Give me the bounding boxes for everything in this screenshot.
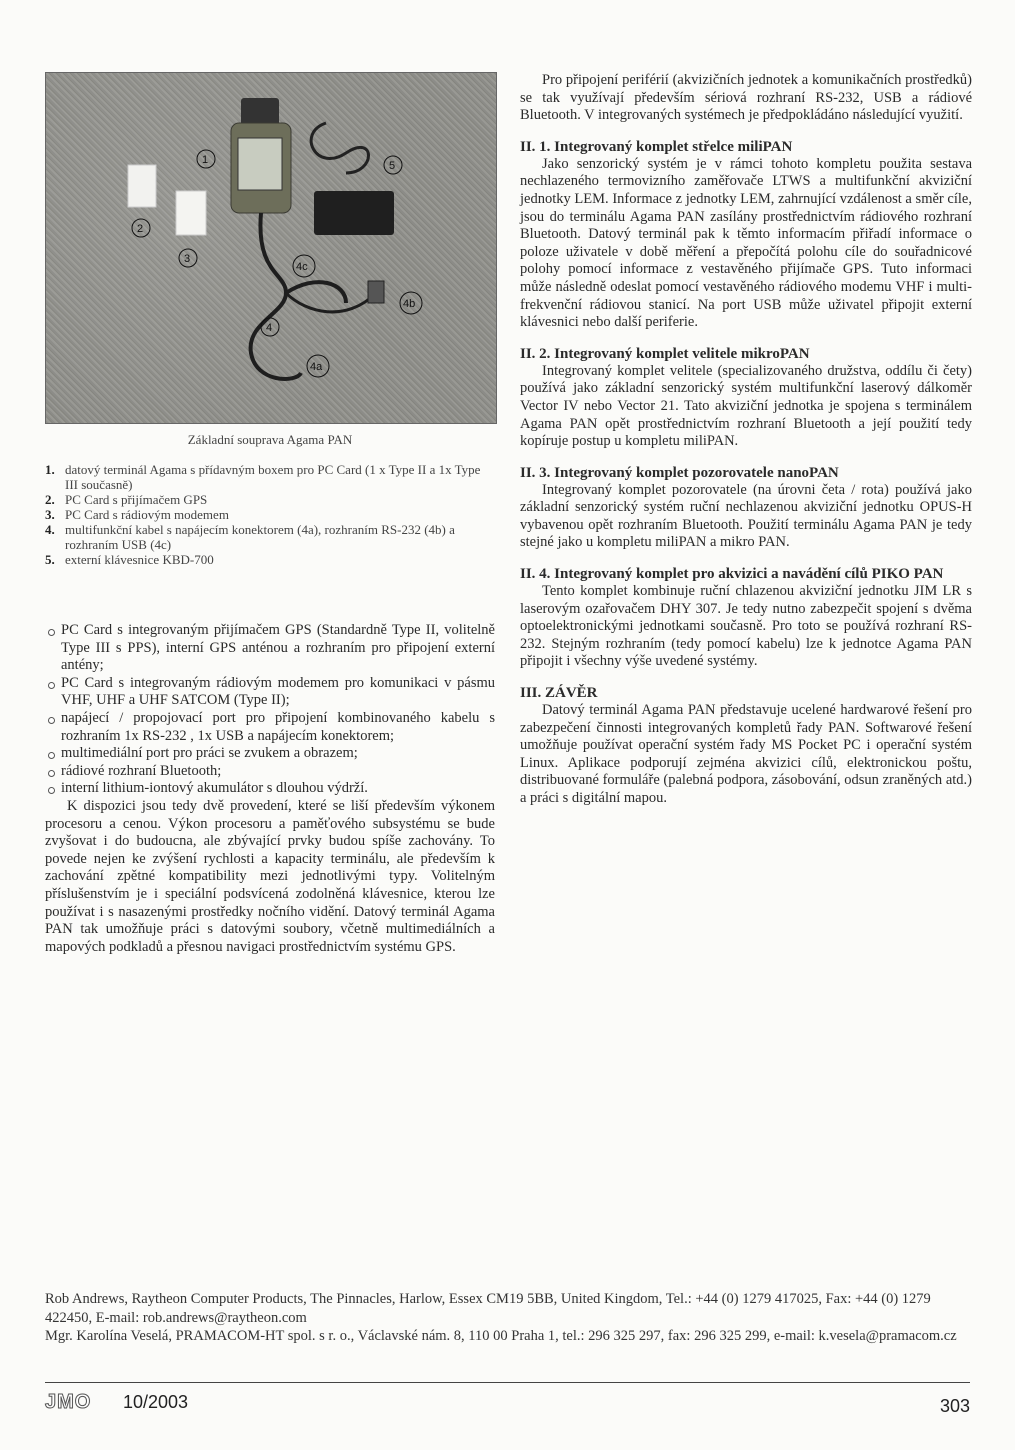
section-text: Integrovaný komplet pozorovatele (na úrovni četa / rota) používá jako základní senzorický systém ruční nechlazenou akviziční jednotku OPUS-H vybavenou opět rozhraním Bluetooth. Použití terminálu Agama PAN je tedy stejné jako u kompletu miliPAN a mikro PAN. (520, 481, 972, 551)
list-item: napájecí / propojovací port pro připojení kombinovaného kabelu s rozhraním 1x RS-232 , 1x USB a napájecím konektorem; (45, 710, 495, 745)
intro-paragraph: Pro připojení periférií (akvizičních jednotek a komunikačních prostředků) se tak využívají především sériová rozhraní RS-232, USB a rádiové Bluetooth. V integrovaných systémech je předpokládáno následující využití. (520, 72, 972, 124)
pc-card-gps (128, 165, 156, 207)
svg-text:4: 4 (266, 322, 273, 334)
feature-list (45, 622, 495, 798)
section-heading: II. 3. Integrovaný komplet pozorovatele nanoPAN (520, 464, 839, 481)
page-number: 303 (939, 1396, 970, 1416)
issue-number: 10/2003 (123, 1392, 189, 1412)
legend-item: 3. PC Card s rádiovým modemem (45, 507, 229, 522)
section-text: Jako senzorický systém je v rámci tohoto kompletu použita sestava nechlazeného termovizního zaměřovače LTWS a multifunkční akviziční jednotky LEM. Informace z jednotky LEM, zahrnující vzdálenost a směr cíle, jsou do terminálu Agama PAN zasílány prostřednictvím rádiového rozhraní Bluetooth. Datový terminál pak k těmto informacím přiřadí informace o poloze uživatele v době měření a přepočítá polohu cíle do souřadnicové polohy pomocí informace z vestavěného přijímače GPS. Tuto informaci může následně odeslat pomocí vestavěného rádiového modemu VHF i multi-frekvenční rádiovou stanicí. Na port USB může uživatel připojit externí klávesnici nebo další periferie. (520, 155, 972, 331)
section-heading: III. ZÁVĚR (520, 685, 598, 702)
svg-text:4b: 4b (403, 298, 416, 310)
legend-item: 2. PC Card s přijímačem GPS (45, 492, 208, 507)
legend-item: 5. externí klávesnice KBD-700 (45, 552, 214, 567)
legend-item: 4. multifunkční kabel s napájecím konektorem (4a), rozhraním RS-232 (4b) a rozhraním USB (4c) (45, 522, 455, 552)
section-text: Tento komplet kombinuje ruční chlazenou akviziční jednotku JIM LR s laserovým ozařovačem DHY 307. Je tedy nutno zabezpečit spojení s dvěma optoelektronickými jednotkami současně. Pro toto se používá rozhraní RS-232. Stejným rozhraním (tedy pomocí kabelu) lze k jednotce Agama PAN připojit i všechny výše uvedené systémy. (520, 583, 972, 670)
footer-rule (45, 1382, 970, 1383)
list-item: interní lithium-iontový akumulátor s dlouhou výdrží. (45, 780, 495, 798)
list-item: multimediální port pro práci se zvukem a obrazem; (45, 745, 495, 763)
svg-text:4c: 4c (296, 261, 308, 273)
author-contacts (45, 1290, 975, 1346)
pc-card-modem (176, 191, 206, 235)
svg-text:5: 5 (389, 160, 396, 172)
list-item: PC Card s integrovaným rádiovým modemem pro komunikaci v pásmu VHF, UHF a UHF SATCOM (Type II); (45, 675, 495, 710)
svg-text:2: 2 (137, 223, 144, 235)
terminal-screen (238, 138, 282, 190)
section-text: Integrovaný komplet velitele (specializovaného družstva, oddílu či čety) používá jako základní senzorický systém multifunkční laserový dálkoměr Vector IV nebo Vector 21. Tato akviziční jednotka je spojena s terminálem Agama PAN opět prostřednictvím rozhraní Bluetooth a její použití tedy kopíruje postup u kompletu miliPAN. (520, 362, 972, 450)
legend-item: 1. datový terminál Agama s přídavným boxem pro PC Card (1 x Type II a 1x Type III současně) (45, 462, 481, 492)
journal-logo: JMO (45, 1391, 92, 1413)
section-heading: II. 1. Integrovaný komplet střelce miliPAN (520, 138, 793, 155)
figure-caption-title: Základní souprava Agama PAN (187, 432, 353, 447)
author-contact: Rob Andrews, Raytheon Computer Products, The Pinnacles, Harlow, Essex CM19 5BB, United Kingdom, Tel.: +44 (0) 1279 417025, Fax: +44 (0) 1279 422450, E-mail: rob.andrews@raytheon.com (45, 1291, 931, 1326)
product-photo (45, 72, 497, 424)
figure-legend (45, 462, 495, 567)
svg-text:3: 3 (184, 253, 191, 265)
section-heading: II. 2. Integrovaný komplet velitele mikroPAN (520, 345, 810, 362)
right-column (520, 72, 972, 808)
keyboard (314, 191, 394, 235)
section-heading: II. 4. Integrovaný komplet pro akvizici a navádění cílů PIKO PAN (520, 566, 944, 583)
author-contact: Mgr. Karolína Veselá, PRAMACOM-HT spol. s r. o., Václavské nám. 8, 110 00 Praha 1, tel.: 296 325 297, fax: 296 325 299, e-mail: k.vesela@pramacom.cz (45, 1328, 957, 1344)
left-column (45, 622, 495, 956)
list-item: rádiové rozhraní Bluetooth; (45, 763, 495, 781)
svg-text:1: 1 (202, 154, 209, 166)
svg-text:4a: 4a (310, 361, 323, 373)
body-paragraph: K dispozici jsou tedy dvě provedení, které se liší především výkonem procesoru a cenou. Výkon procesoru a paměťového subsystému se bude zvyšovat i do budoucna, ale zbývající prvky budou spíše zachovány. To povede nejen ke zvýšení rychlosti a kapacity terminálu, ale především k zachování zpětné kompatibility mezi jednotlivými typy. Volitelným příslušenstvím je i speciální podsvícená zodolněná klávesnice, kterou lze používat i s nasazenými prostředky nočního vidění. Datový terminál Agama PAN tak umožňuje práci s datovými soubory, včetně multimediálních a mapových podkladů a přesnou navigaci prostřednictvím systému GPS. (45, 797, 495, 955)
list-item: PC Card s integrovaným přijímačem GPS (Standardně Type II, volitelně Type III s PPS), interní GPS anténou a rozhraním pro připojení externí antény; (45, 622, 495, 675)
section-text: Datový terminál Agama PAN představuje ucelené hardwarové řešení pro zabezpečení činnosti integrovaných kompletů řady PAN. Softwarové řešení umožňuje používat operační systém řady MS Pocket PC i operační systém Linux. Aplikace podporují zejména akvizici cílů, elektronickou poštu, distribuované formuláře (palebná podpora, zásobování, odsun zraněných atd.) a práci s digitální mapou. (520, 702, 972, 806)
